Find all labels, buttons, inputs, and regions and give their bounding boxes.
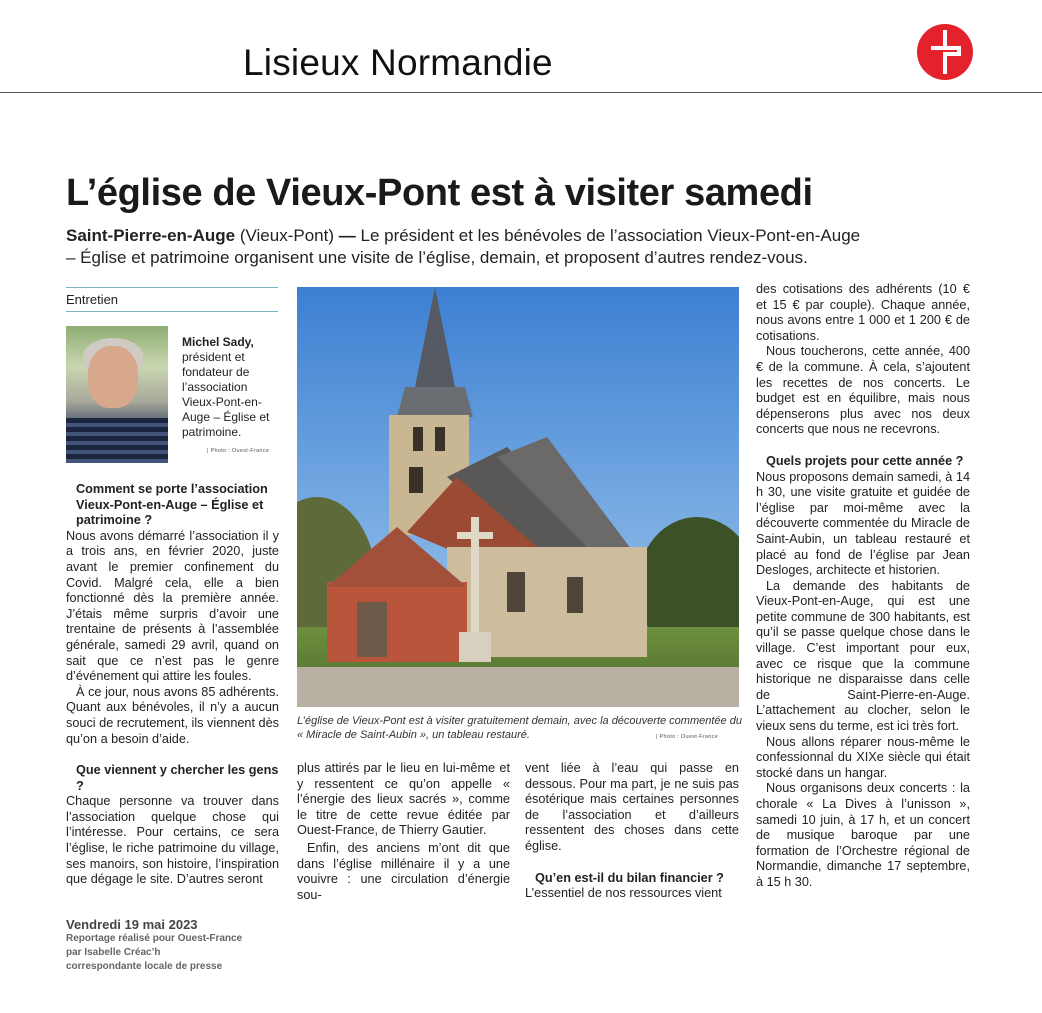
answer-2-paragraph-1: Chaque personne va trouver dans l’association quelque chose qui l’intéresse. Pour certains, ce sera l’église, le riche patrimoine du village, ses manoirs, son histoire, l’inspiration que dégage le site. D’autres seront xyxy=(66,794,279,887)
article-headline: L’église de Vieux-Pont est à visiter samedi xyxy=(66,172,813,214)
lede-dash: — xyxy=(338,226,356,245)
section-rule-bottom xyxy=(66,311,278,312)
lede-text: Le président et les bénévoles de l’association Vieux-Pont-en-Auge – Église et patrimoine organisent une visite de l’église, demain, et proposent d’autres rendez-vous. xyxy=(66,226,861,267)
article-column-3 xyxy=(525,761,739,902)
footer-line-3: correspondante locale de presse xyxy=(66,961,223,972)
photo-caption: L’église de Vieux-Pont est à visiter gratuitement demain, avec la découverte commentée du « Miracle de Saint-Aubin », un tableau restauré. xyxy=(297,715,742,741)
photo-credit: | Photo : Ouest-France xyxy=(656,734,719,740)
answer-1-paragraph-2: À ce jour, nous avons 85 adhérents. Quant aux bénévoles, il n’y a aucun souci de recrutement, ils viennent dès qu’on a besoin d’aide. xyxy=(66,684,279,746)
footer-line-1: Reportage réalisé pour Ouest-France xyxy=(66,933,243,944)
article-footer xyxy=(66,918,242,974)
article-column-1 xyxy=(66,482,279,888)
answer-1-paragraph-1: Nous avons démarré l’association il y a trois ans, en février 2020, juste avant le premier confinement du Covid. Malgré cela, elle a bien fonctionné dès la première année. J’étais même surpris d’avoir une trentaine de présents à l’assemblée générale, samedi 29 avril, quand on sait que ce n’est pas le genre d’événement qui attire les foules. xyxy=(66,528,279,684)
interviewee-name: Michel Sady, xyxy=(182,335,254,349)
interviewee-description: président et fondateur de l’association Vieux-Pont-en-Auge – Église et patrimoine. xyxy=(182,350,270,439)
column-4-paragraph-3: Nous proposons demain samedi, à 14 h 30, une visite gratuite et guidée de l’église par moi-même avec la découverte commentée du Miracle de Saint-Aubin, un tableau restauré et placé au fond de l’église par Jean Desloges, architecte et historien. xyxy=(756,469,970,578)
column-4-paragraph-6: Nous organisons deux concerts : la chorale « La Dives à l’unisson », samedi 10 juin, à 17 h, et un concert de musique baroque par une formation de l’Orchestre régional de Normandie, dimanche 17 septembre, à 15 h 30. xyxy=(756,781,970,889)
lede-subplace: (Vieux-Pont) xyxy=(239,226,335,245)
column-4-paragraph-4: La demande des habitants de Vieux-Pont-en-Auge, qui est une petite commune de 300 habitants, est qu’il se passe quelque chose dans le village. C’est important pour eux, avec ce risque que la commune historique ne disparaisse dans celle de Saint-Pierre-en-Auge. L’attachement au clocher, selon le vieux sens du terme, est ici très fort. xyxy=(756,578,970,734)
article-column-2 xyxy=(297,761,510,903)
column-4-paragraph-1: des cotisations des adhérents (10 € et 15 € par couple). Chaque année, nous avons entre 1 000 et 1 200 € de cotisations. xyxy=(756,282,970,343)
question-1: Comment se porte l’association Vieux-Pont-en-Auge – Église et patrimoine ? xyxy=(76,482,268,528)
ouest-france-logo-icon xyxy=(917,24,973,80)
column-3-paragraph-1: vent liée à l’eau qui passe en dessous. Pour ma part, je ne suis pas ésotérique mais certaines personnes de l’association et d’ailleurs ressentent des choses dans cette église. xyxy=(525,761,739,853)
column-2-paragraph-1: plus attirés par le lieu en lui-même et y ressentent ce qu’on appelle « l’énergie des lieux sacrés », comme le titre de cette revue éditée par Ouest-France, de Thierry Gautier. xyxy=(297,761,510,838)
interviewee-portrait xyxy=(66,326,168,463)
footer-line-2: par Isabelle Créac’h xyxy=(66,947,161,958)
column-3-paragraph-2: L’essentiel de nos ressources vient xyxy=(525,886,722,901)
interviewee-bio xyxy=(182,335,280,440)
question-2: Que viennent y chercher les gens ? xyxy=(76,763,279,793)
publication-date: Vendredi 19 mai 2023 xyxy=(66,917,198,932)
column-4-paragraph-2: Nous toucherons, cette année, 400 € de la commune. À cela, s’ajoutent les recettes de nos concerts. Le budget est en équilibre, mais nous dépenserons plus avec nos deux concerts que nous ne recevrons. xyxy=(756,344,970,437)
question-4: Quels projets pour cette année ? xyxy=(766,453,964,468)
article-column-4 xyxy=(756,282,970,891)
church-photo xyxy=(297,287,739,707)
header-divider xyxy=(0,92,1042,93)
portrait-credit: | Photo : Ouest-France xyxy=(207,448,270,454)
section-rule-top xyxy=(66,287,278,288)
question-3: Qu’en est-il du bilan financier ? xyxy=(535,870,724,885)
publication-title: Lisieux Normandie xyxy=(243,42,553,83)
column-4-paragraph-5: Nous allons réparer nous-même le confessionnal du XIXe siècle qui était stocké dans un hangar. xyxy=(756,734,970,780)
article-lede xyxy=(66,225,866,269)
column-2-paragraph-2: Enfin, des anciens m’ont dit que dans l’église millénaire il y a une vouivre : une circulation d’énergie sou- xyxy=(297,840,510,902)
section-label: Entretien xyxy=(66,292,119,307)
lede-place: Saint-Pierre-en-Auge xyxy=(66,226,236,245)
